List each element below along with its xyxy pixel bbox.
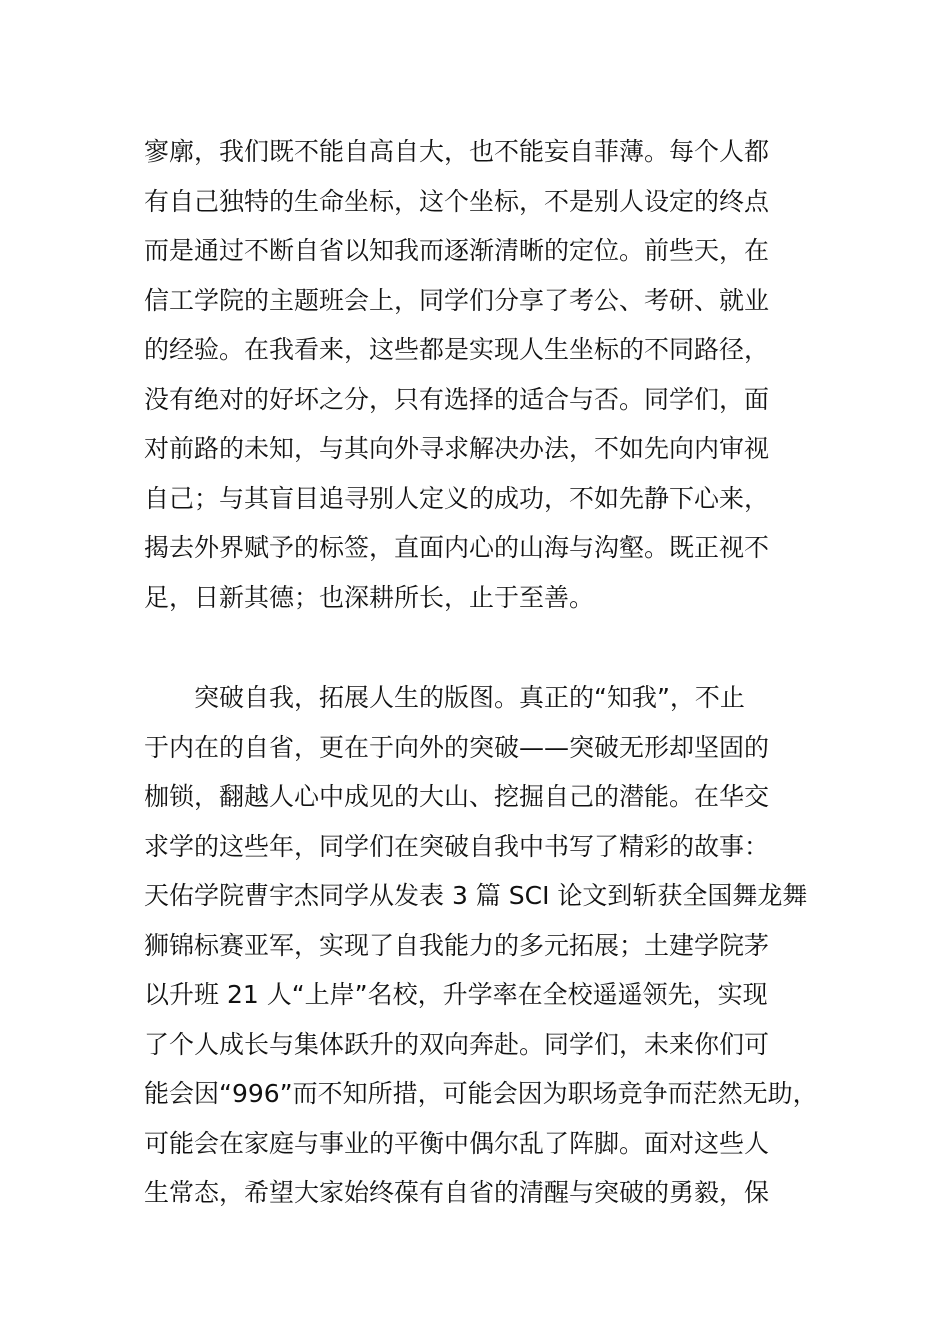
text-line: 揭去外界赋予的标签，直面内心的山海与沟壑。既正视不 <box>144 533 770 562</box>
text-line: 于内在的自省，更在于向外的突破——突破无形却坚固的 <box>144 732 770 762</box>
text-line: 对前路的未知，与其向外寻求解决办法，不如先向内审视 <box>144 434 770 463</box>
text-line: 求学的这些年，同学们在突破自我中书写了精彩的故事： <box>144 831 770 861</box>
text-line: 以升班 21 人“上岸”名校，升学率在全校遥遥领先，实现 <box>144 980 768 1009</box>
text-line: 信工学院的主题班会上，同学们分享了考公、考研、就业 <box>144 285 770 315</box>
text-line: 没有绝对的好坏之分，只有选择的适合与否。同学们，面 <box>144 384 770 414</box>
text-line: 生常态，希望大家始终葆有自省的清醒与突破的勇毅，保 <box>144 1178 770 1207</box>
text-line: 寥廓，我们既不能自高自大，也不能妄自菲薄。每个人都 <box>144 137 770 166</box>
text-line: 能会因“996”而不知所措，可能会因为职场竞争而茫然无助， <box>144 1079 818 1108</box>
text-line: 突破自我，拓展人生的版图。真正的“知我”，不止 <box>144 683 745 712</box>
text-line: 狮锦标赛亚军，实现了自我能力的多元拓展；土建学院茅 <box>144 930 770 960</box>
text-line: 而是通过不断自省以知我而逐渐清晰的定位。前些天，在 <box>144 236 770 265</box>
text-line: 可能会在家庭与事业的平衡中偶尔乱了阵脚。面对这些人 <box>144 1128 770 1158</box>
paragraph-2 <box>144 673 824 1218</box>
text-line: 了个人成长与集体跃升的双向奔赴。同学们，未来你们可 <box>144 1029 770 1059</box>
text-line: 足，日新其德；也深耕所长，止于至善。 <box>144 582 595 612</box>
text-line: 自己；与其盲目追寻别人定义的成功，不如先静下心来， <box>144 483 770 513</box>
text-line: 天佑学院曹宇杰同学从发表 3 篇 SCI 论文到斩获全国舞龙舞 <box>144 881 808 910</box>
paragraph-1 <box>144 127 824 622</box>
text-line: 的经验。在我看来，这些都是实现人生坐标的不同路径， <box>144 335 770 364</box>
text-line: 有自己独特的生命坐标，这个坐标，不是别人设定的终点 <box>144 186 770 216</box>
text-line: 枷锁，翻越人心中成见的大山、挖掘自己的潜能。在华交 <box>144 782 770 811</box>
